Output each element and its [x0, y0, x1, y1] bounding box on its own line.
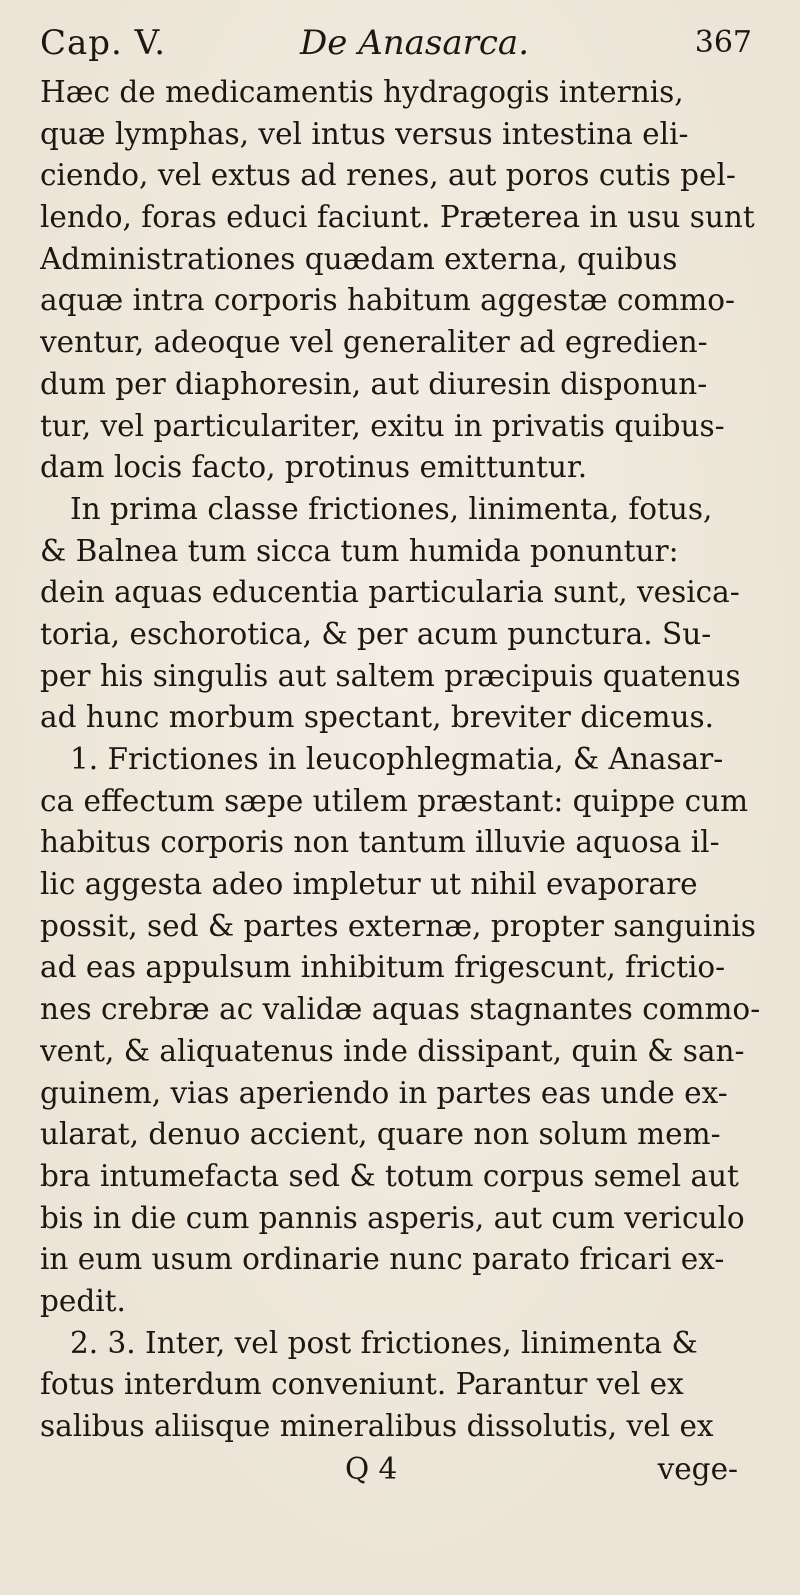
- text-line: In prima classe frictiones, linimenta, fotus,: [70, 491, 713, 526]
- text-line: ularat, denuo accient, quare non solum mem-: [40, 1117, 721, 1152]
- text-line: ciendo, vel extus ad renes, aut poros cutis pel-: [40, 158, 736, 193]
- text-line: aquæ intra corporis habitum aggestæ commo-: [40, 283, 735, 318]
- page-footer: [40, 1448, 778, 1490]
- text-line: dein aquas educentia particularia sunt, vesica-: [40, 575, 740, 610]
- text-line: possit, sed & partes externæ, propter sanguinis: [40, 908, 756, 943]
- text-line: bis in die cum pannis asperis, aut cum vericulo: [40, 1200, 745, 1235]
- text-line: tur, vel particulariter, exitu in privatis quibus-: [40, 408, 725, 443]
- text-line: toria, eschorotica, & per acum punctura. Su-: [40, 616, 712, 651]
- text-line: quæ lymphas, vel intus versus intestina eli-: [40, 116, 689, 151]
- chapter-title: De Anasarca.: [300, 23, 530, 63]
- text-line: pedit.: [40, 1283, 126, 1318]
- text-line: in eum usum ordinarie nunc parato fricari ex-: [40, 1242, 725, 1277]
- text-line: & Balnea tum sicca tum humida ponuntur:: [40, 533, 679, 568]
- running-head: [40, 14, 778, 72]
- catchword: vege-: [657, 1451, 738, 1486]
- text-line: ad hunc morbum spectant, breviter dicemus.: [40, 700, 714, 735]
- text-line: ca effectum sæpe utilem præstant: quippe cum: [40, 783, 749, 818]
- text-line: bra intumefacta sed & totum corpus semel aut: [40, 1158, 739, 1193]
- text-line: per his singulis aut saltem præcipuis quatenus: [40, 658, 741, 693]
- text-line: lic aggesta adeo impletur ut nihil evaporare: [40, 867, 698, 902]
- signature-mark: Q 4: [345, 1451, 398, 1486]
- text-line: vent, & aliquatenus inde dissipant, quin & san-: [40, 1033, 745, 1068]
- text-line: ad eas appulsum inhibitum frigescunt, frictio-: [40, 950, 726, 985]
- text-line: dam locis facto, protinus emittuntur.: [40, 450, 588, 485]
- text-line: guinem, vias aperiendo in partes eas unde ex-: [40, 1075, 728, 1110]
- text-line: habitus corporis non tantum illuvie aquosa il-: [40, 825, 720, 860]
- text-line: dum per diaphoresin, aut diuresin disponun-: [40, 366, 708, 401]
- page-number: 367: [694, 25, 752, 60]
- text-line: Hæc de medicamentis hydragogis internis,: [40, 75, 684, 109]
- text-line: lendo, foras educi faciunt. Præterea in usu sunt: [40, 200, 755, 235]
- body-text: [40, 72, 778, 1448]
- text-line: nes crebræ ac validæ aquas stagnantes commo-: [40, 992, 761, 1027]
- text-line: 1. Frictiones in leucophlegmatia, & Anasar-: [70, 742, 724, 776]
- text-line: fotus interdum conveniunt. Parantur vel ex: [40, 1367, 684, 1402]
- chapter-label: Cap. V.: [40, 23, 167, 63]
- text-line: ventur, adeoque vel generaliter ad egredien-: [40, 325, 708, 360]
- text-line: 2. 3. Inter, vel post frictiones, linimenta &: [70, 1325, 698, 1360]
- text-line: salibus aliisque mineralibus dissolutis, vel ex: [40, 1409, 714, 1443]
- text-line: Administrationes quædam externa, quibus: [40, 241, 678, 276]
